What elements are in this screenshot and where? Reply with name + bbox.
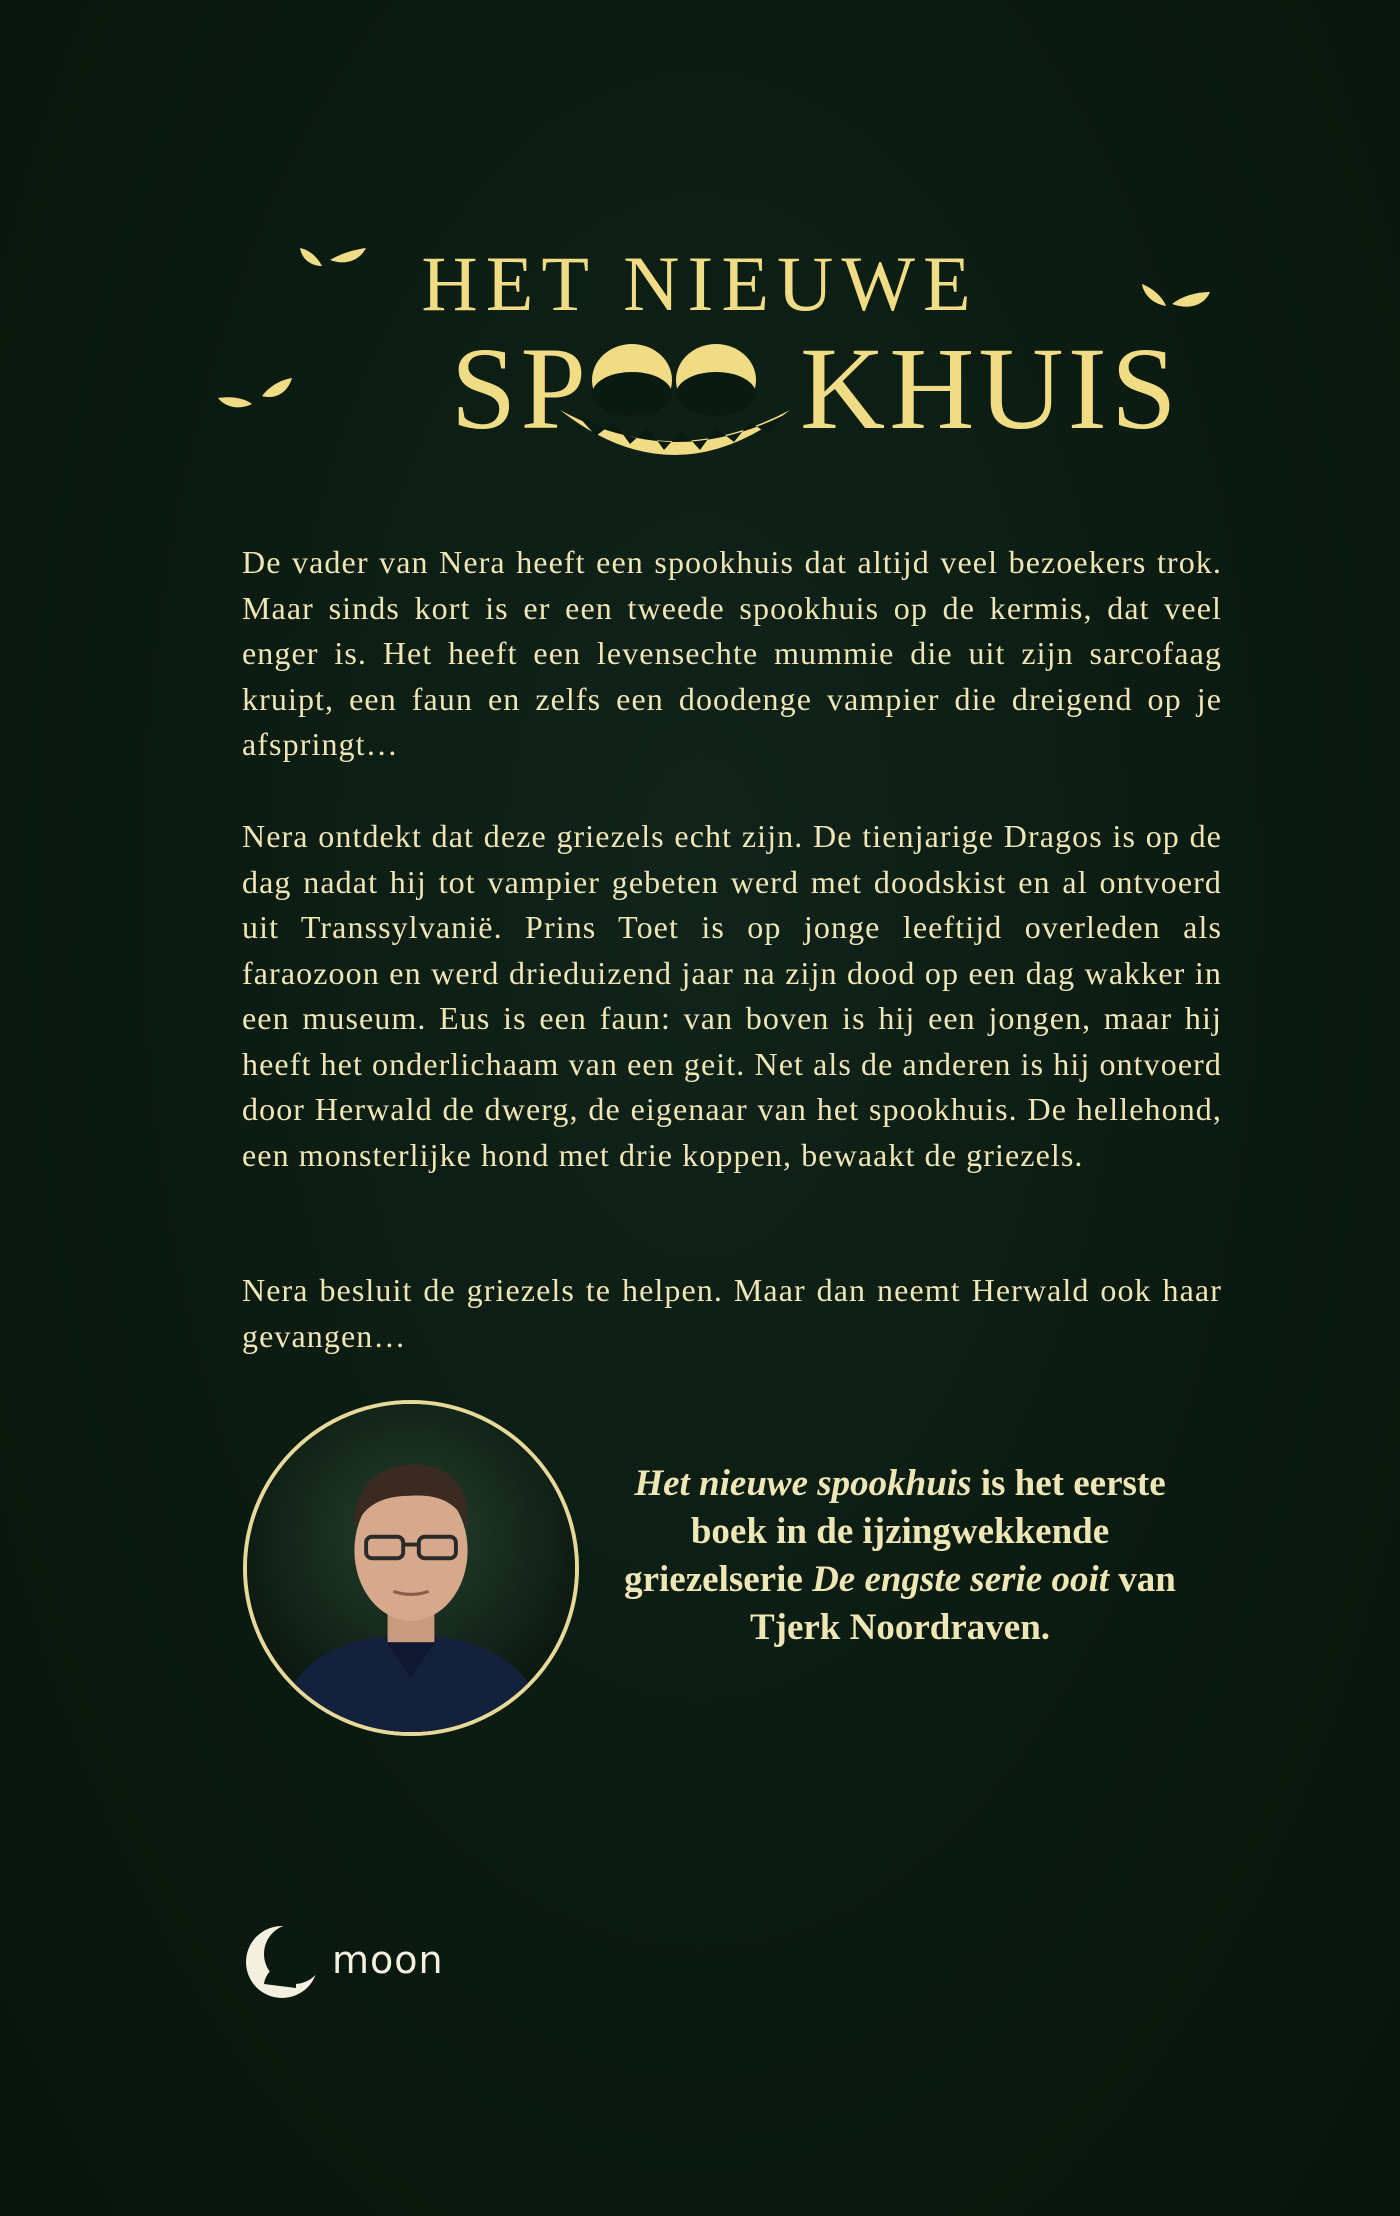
- publisher-name: moon: [332, 1938, 444, 1982]
- blurb-paragraph-1-container: [242, 540, 1222, 768]
- title-line-1: HET NIEUWE: [421, 240, 979, 327]
- series-title: De engste serie ooit: [812, 1559, 1110, 1600]
- title-line-2-right: KHUIS: [800, 323, 1181, 454]
- title-line-2-left: SP: [450, 323, 590, 454]
- author-portrait-icon: [247, 1404, 575, 1732]
- publisher-mark: [242, 1922, 444, 2002]
- author-note: [600, 1460, 1200, 1652]
- blurb-paragraph-1: De vader van Nera heeft een spookhuis dat altijd veel bezoekers trok. Maar sinds kort is er een tweede spookhuis op de kermis, dat veel enger is. Het heeft een levensechte mummie die uit zijn sarcofaag kruipt, een faun en zelfs een doodenge vampier die dreigend op je afspringt…: [242, 544, 1222, 762]
- moon-reader-icon: [242, 1922, 322, 2002]
- book-title: Het nieuwe spookhuis: [634, 1463, 972, 1504]
- blurb-paragraph-3-container: [242, 1268, 1222, 1359]
- grinning-face-icon: [560, 344, 790, 455]
- title-logo-graphic: [0, 200, 1400, 500]
- author-note-text-1: is het eerste boek in de ijzingwekkende griezelserie: [624, 1463, 1166, 1600]
- title-logo: [0, 200, 1400, 500]
- author-note-text-2: van Tjerk Noordraven.: [749, 1559, 1176, 1648]
- blurb-paragraph-2: Nera ontdekt dat deze griezels echt zijn. De tienjarige Dragos is op de dag nadat hij tot vampier gebeten werd met doodskist en al ontvoerd uit Transsylvanië. Prins Toet is op jonge leeftijd overleden als faraozoon en werd drieduizend jaar na zijn dood op een dag wakker in een museum. Eus is een faun: van boven is hij een jongen, maar hij heeft het onderlichaam van een geit. Net als de anderen is hij ontvoerd door Herwald de dwerg, de eigenaar van het spookhuis. De hellehond, een monsterlijke hond met drie koppen, bewaakt de griezels.: [242, 818, 1222, 1173]
- author-photo: [243, 1400, 579, 1736]
- blurb-paragraph-3: Nera besluit de griezels te helpen. Maar dan neemt Herwald ook haar gevangen…: [242, 1272, 1222, 1354]
- blurb-paragraph-2-container: [242, 814, 1222, 1178]
